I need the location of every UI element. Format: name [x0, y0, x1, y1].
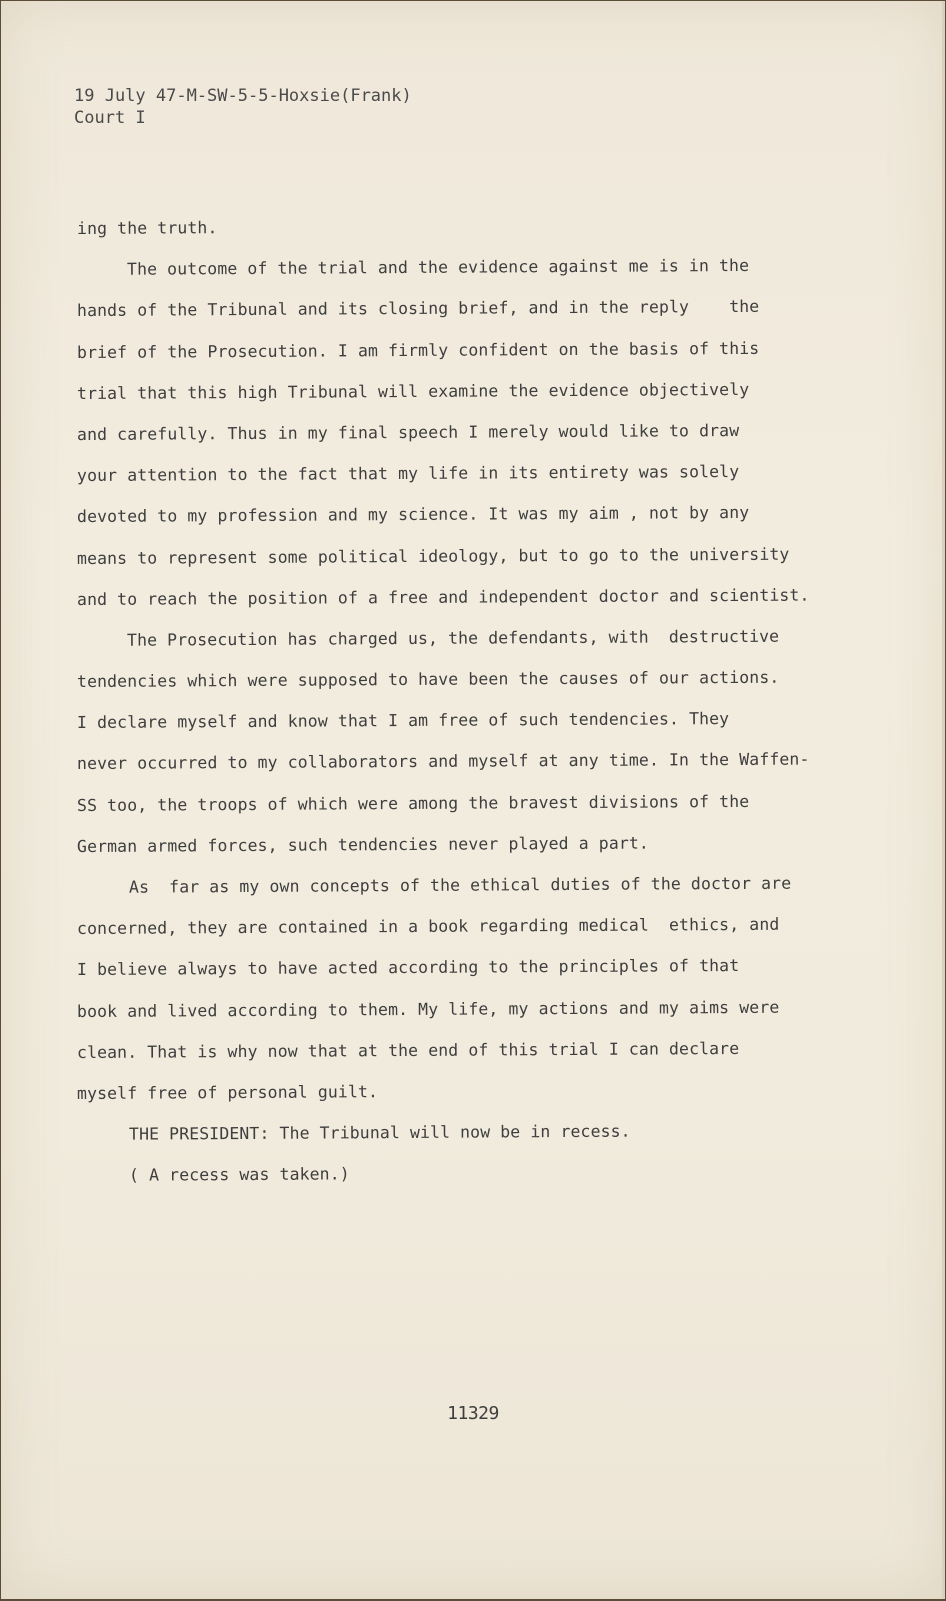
transcript-line: brief of the Prosecution. I am firmly confident on the basis of this: [76, 338, 760, 362]
transcript-line: clean. That is why now that at the end of this trial I can declare: [76, 1038, 740, 1062]
transcript-line: THE PRESIDENT: The Tribunal will now be in recess.: [128, 1121, 631, 1144]
transcript-line: SS too, the troops of which were among the bravest divisions of the: [76, 791, 750, 815]
transcript-line: hands of the Tribunal and its closing brief, and in the reply the: [76, 297, 760, 321]
transcript-line: ing the truth.: [76, 218, 218, 238]
transcript-line: book and lived according to them. My life, my actions and my aims were: [76, 997, 780, 1021]
header-session-line: 19 July 47-M-SW-5-5-Hoxsie(Frank): [74, 86, 412, 106]
transcript-line: concerned, they are contained in a book regarding medical ethics, and: [76, 914, 780, 939]
transcript-body: [77, 208, 837, 1197]
transcript-line: The outcome of the trial and the evidence against me is in the: [126, 256, 750, 279]
transcript-line: German armed forces, such tendencies never played a part.: [76, 833, 649, 856]
transcript-line: your attention to the fact that my life in its entirety was solely: [76, 462, 740, 486]
page-edge: [942, 1, 945, 1599]
transcript-line: I believe always to have acted according to the principles of that: [76, 956, 740, 980]
document-header: [74, 85, 412, 129]
transcript-line: As far as my own concepts of the ethical duties of the doctor are: [128, 873, 792, 897]
transcript-line: and carefully. Thus in my final speech I merely would like to draw: [76, 420, 740, 444]
transcript-line: myself free of personal guilt.: [76, 1082, 379, 1103]
transcript-line: never occurred to my collaborators and myself at any time. In the Waffen-: [76, 749, 810, 774]
header-court-line: Court I: [74, 108, 146, 128]
transcript-line: means to represent some political ideology, but to go to the university: [76, 544, 790, 568]
transcript-line: ( A recess was taken.): [128, 1164, 350, 1185]
document-page: [1, 1, 945, 1599]
page-number: 11329: [447, 1403, 499, 1424]
transcript-line: tendencies which were supposed to have been the causes of our actions.: [76, 667, 780, 692]
transcript-line: trial that this high Tribunal will examine the evidence objectively: [76, 379, 750, 403]
transcript-line: and to reach the position of a free and independent doctor and scientist.: [76, 585, 810, 609]
transcript-line: devoted to my profession and my science. It was my aim , not by any: [76, 503, 750, 527]
transcript-line: The Prosecution has charged us, the defendants, with destructive: [126, 626, 780, 650]
transcript-line: I declare myself and know that I am free of such tendencies. They: [76, 709, 730, 733]
